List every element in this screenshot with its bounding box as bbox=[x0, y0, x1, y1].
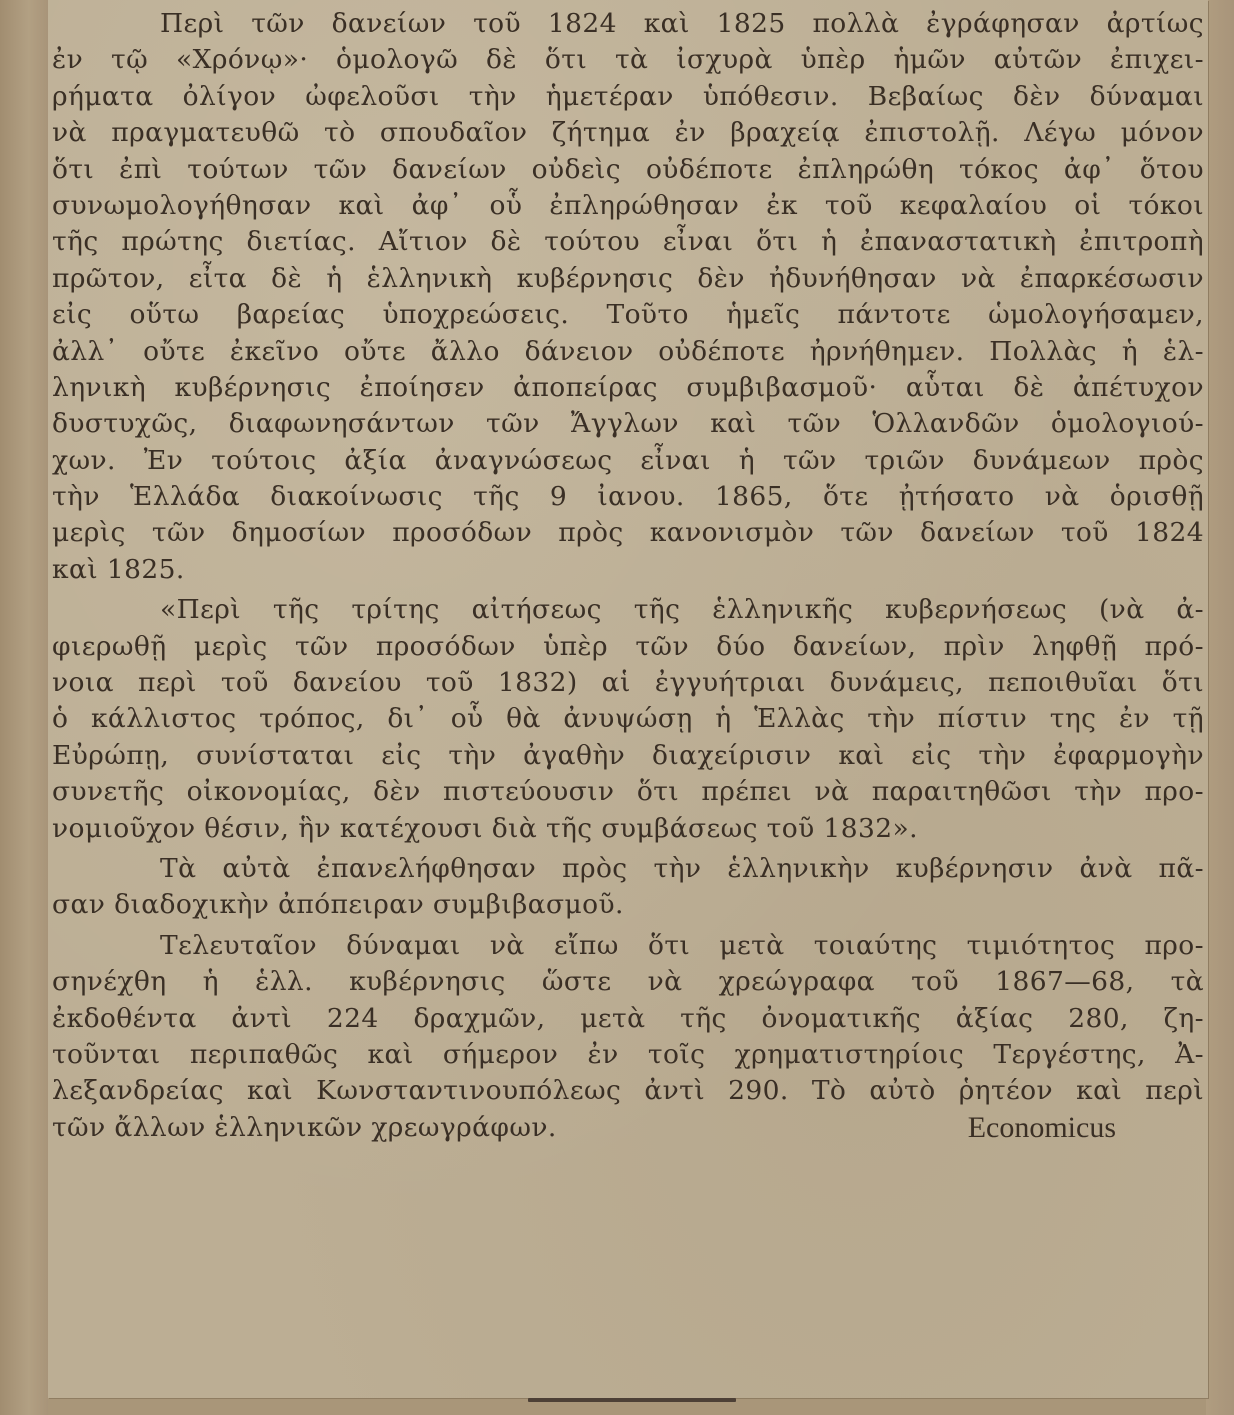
closing-row bbox=[52, 1110, 1204, 1146]
paragraph-3 bbox=[52, 851, 1204, 924]
paragraph-2-quotation bbox=[52, 592, 1204, 847]
newspaper-clipping bbox=[48, 0, 1208, 1398]
text-line: νομιοῦχον θέσιν, ἣν κατέχουσι διὰ τῆς συμβάσεως τοῦ 1832». bbox=[52, 812, 918, 844]
text-line: καὶ 1825. bbox=[52, 553, 185, 585]
text-line: εἰς οὕτω βαρείας ὑποχρεώσεις. Τοῦτο ἡμεῖς πάντοτε ὡμολογήσαμεν, bbox=[52, 299, 1204, 331]
text-line: λεξανδρείας καὶ Κωνσταντινουπόλεως ἀντὶ 290. Τὸ αὐτὸ ῥητέον καὶ περὶ bbox=[52, 1075, 1204, 1107]
text-line: πρῶτον, εἶτα δὲ ἡ ἑλληνικὴ κυβέρνησις δὲν ἠδυνήθησαν νὰ ἐπαρκέσωσιν bbox=[52, 262, 1204, 294]
text-line: νοια περὶ τοῦ δανείου τοῦ 1832) αἱ ἐγγυήτριαι δυνάμεις, πεποιθυῖαι ὅτι bbox=[52, 667, 1204, 699]
paragraph-1 bbox=[52, 6, 1204, 588]
backing-board-right bbox=[1206, 0, 1234, 1415]
author-signature: Economicus bbox=[967, 1110, 1116, 1144]
text-line: Τὰ αὐτὰ ἐπανελήφθησαν πρὸς τὴν ἑλληνικὴν κυβέρνησιν ἀνὰ πᾶ- bbox=[160, 852, 1204, 884]
text-line: δυστυχῶς, διαφωνησάντων τῶν Ἄγγλων καὶ τῶν Ὁλλανδῶν ὁμολογιού- bbox=[52, 408, 1204, 440]
text-line: ὁ κάλλιστος τρόπος, δι᾽ οὗ θὰ ἀνυψώσῃ ἡ Ἑλλὰς τὴν πίστιν της ἐν τῇ bbox=[52, 703, 1204, 735]
text-line: Περὶ τῶν δανείων τοῦ 1824 καὶ 1825 πολλὰ ἐγράφησαν ἀρτίως bbox=[160, 8, 1204, 39]
text-line: φιερωθῇ μερὶς τῶν προσόδων ὑπὲρ τῶν δύο δανείων, πρὶν ληφθῇ πρό- bbox=[52, 630, 1204, 662]
text-line: Εὐρώπῃ, συνίσταται εἰς τὴν ἀγαθὴν διαχείρισιν καὶ εἰς τὴν ἐφαρμογὴν bbox=[52, 739, 1204, 771]
text-line: νὰ πραγματευθῶ τὸ σπουδαῖον ζήτημα ἐν βραχείᾳ ἐπιστολῇ. Λέγω μόνον bbox=[52, 117, 1204, 149]
text-line: τὴν Ἑλλάδα διακοίνωσις τῆς 9 ἰανου. 1865, ὅτε ᾐτήσατο νὰ ὁρισθῇ bbox=[52, 481, 1204, 513]
article-body bbox=[52, 6, 1204, 1146]
text-line: σηνέχθη ἡ ἑλλ. κυβέρνησις ὥστε νὰ χρεώγραφα τοῦ 1867—68, τὰ bbox=[52, 966, 1204, 998]
text-line: «Περὶ τῆς τρίτης αἰτήσεως τῆς ἑλληνικῆς κυβερνήσεως (νὰ ἀ- bbox=[160, 594, 1204, 626]
text-line: τῆς πρώτης διετίας. Αἴτιον δὲ τούτου εἶναι ὅτι ἡ ἐπαναστατικὴ ἐπιτροπὴ bbox=[52, 226, 1204, 258]
text-line: χων. Ἐν τούτοις ἀξία ἀναγνώσεως εἶναι ἡ τῶν τριῶν δυνάμεων πρὸς bbox=[52, 444, 1204, 476]
text-line: ἐν τῷ «Χρόνῳ»· ὁμολογῶ δὲ ὅτι τὰ ἰσχυρὰ ὑπὲρ ἡμῶν αὐτῶν ἐπιχει- bbox=[52, 44, 1204, 76]
section-divider-rule bbox=[528, 1398, 736, 1402]
backing-board-left bbox=[0, 0, 48, 1415]
text-line: Τελευταῖον δύναμαι νὰ εἴπω ὅτι μετὰ τοιαύτης τιμιότητος προ- bbox=[160, 929, 1204, 961]
paragraph-4 bbox=[52, 928, 1204, 1146]
text-line: μερὶς τῶν δημοσίων προσόδων πρὸς κανονισμὸν τῶν δανείων τοῦ 1824 bbox=[52, 517, 1204, 549]
text-line: ἐκδοθέντα ἀντὶ 224 δραχμῶν, μετὰ τῆς ὀνοματικῆς ἀξίας 280, ζη- bbox=[52, 1002, 1204, 1034]
text-line: συνωμολογήθησαν καὶ ἀφ᾽ οὗ ἐπληρώθησαν ἐκ τοῦ κεφαλαίου οἱ τόκοι bbox=[52, 189, 1204, 221]
text-line: ρήματα ὀλίγον ὠφελοῦσι τὴν ἡμετέραν ὑπόθεσιν. Βεβαίως δὲν δύναμαι bbox=[52, 80, 1204, 112]
text-line: συνετῆς οἰκονομίας, δὲν πιστεύουσιν ὅτι πρέπει νὰ παραιτηθῶσι τὴν προ- bbox=[52, 776, 1204, 808]
text-line: ἀλλ᾽ οὔτε ἐκεῖνο οὔτε ἄλλο δάνειον οὐδέποτε ἠρνήθημεν. Πολλὰς ἡ ἑλ- bbox=[52, 335, 1204, 367]
text-line: ληνικὴ κυβέρνησις ἐποίησεν ἀποπείρας συμβιβασμοῦ· αὗται δὲ ἀπέτυχον bbox=[52, 371, 1204, 403]
text-line: σαν διαδοχικὴν ἀπόπειραν συμβιβασμοῦ. bbox=[52, 889, 624, 921]
text-line: ὅτι ἐπὶ τούτων τῶν δανείων οὐδεὶς οὐδέποτε ἐπληρώθη τόκος ἀφ᾽ ὅτου bbox=[52, 153, 1204, 185]
text-line: τοῦνται περιπαθῶς καὶ σήμερον ἐν τοῖς χρηματιστηρίοις Τεργέστης, Ἀ- bbox=[52, 1038, 1204, 1070]
text-line: τῶν ἄλλων ἑλληνικῶν χρεωγράφων. bbox=[52, 1111, 557, 1143]
